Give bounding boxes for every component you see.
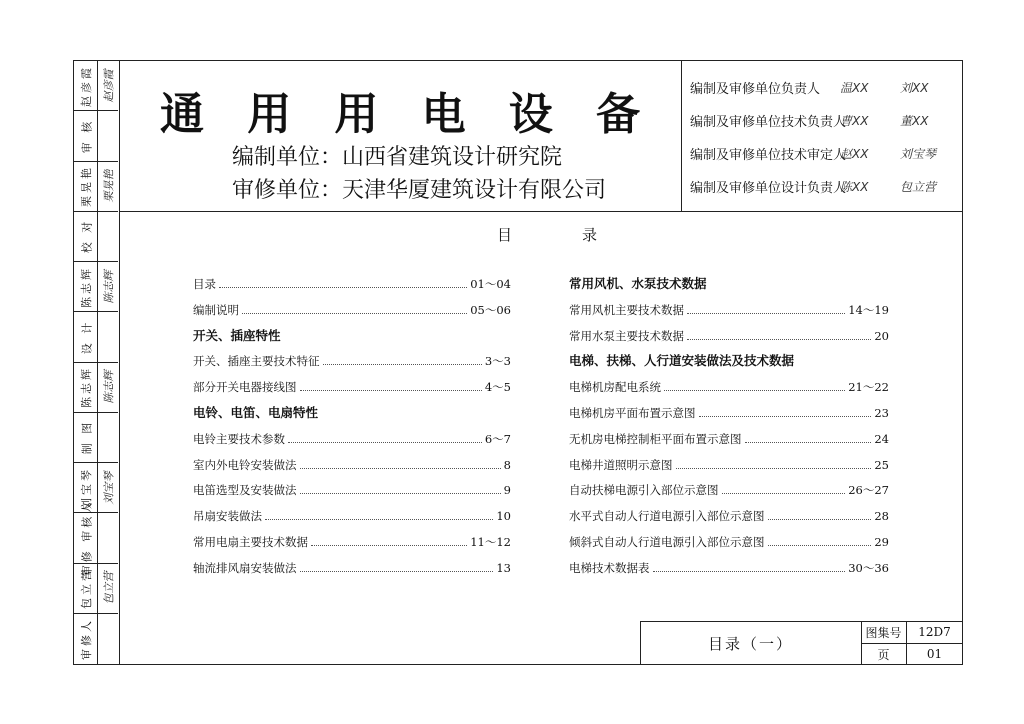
strip-cell (74, 312, 118, 362)
toc-entry[interactable] (569, 482, 889, 500)
strip-label-box (75, 212, 97, 261)
strip-cell (74, 413, 118, 463)
strip-label: 审 核 (80, 118, 93, 154)
responsible-row (690, 142, 960, 164)
toc-leader-dots (722, 483, 846, 494)
toc-leader-dots (687, 303, 845, 314)
toc-entry-page: 4～5 (484, 380, 511, 395)
main-title (160, 78, 640, 142)
strip-signature-box (98, 463, 118, 512)
toc-entry[interactable] (193, 482, 511, 500)
header-vertical-divider (681, 60, 682, 211)
toc-section-heading: 电铃、电笛、电扇特性 (193, 405, 319, 420)
strip-cell (74, 564, 118, 614)
title-char: 通 (160, 89, 204, 140)
strip-label-box (75, 162, 97, 211)
toc-heading-char-2: 录 (581, 226, 597, 244)
strip-label: 审修人 (80, 617, 93, 660)
strip-signature-box (98, 312, 118, 361)
toc-leader-dots (219, 277, 467, 288)
toc-entry-page: 01～04 (470, 277, 511, 291)
toc-entry-page: 29 (874, 535, 889, 549)
toc-entry-page: 6～7 (484, 431, 511, 446)
strip-label: 包立营 (80, 567, 93, 610)
signature-2: 刘XX (900, 80, 929, 95)
toc-entry[interactable] (193, 353, 511, 371)
toc-entry[interactable] (193, 302, 511, 320)
toc-entry-page: 28 (874, 509, 889, 524)
toc-entry[interactable] (193, 508, 511, 526)
toc-entry-title: 无机房电梯控制柜平面布置示意图 (569, 431, 742, 446)
toc-entry-title: 电梯井道照明示意图 (569, 457, 673, 472)
responsible-row (690, 175, 960, 197)
title-char: 用 (334, 89, 379, 140)
toc-entry[interactable] (193, 560, 511, 578)
toc-leader-dots (653, 561, 846, 572)
toc-leader-dots (745, 432, 872, 443)
toc-entry[interactable] (193, 431, 511, 449)
toc-entry-title: 室内外电铃安装做法 (193, 457, 297, 472)
strip-cell (74, 212, 118, 262)
toc-entry-title: 常用电扇主要技术数据 (193, 535, 308, 549)
toc-entry[interactable] (193, 379, 511, 397)
toc-leader-dots (300, 561, 494, 572)
toc-entry-title: 电梯机房平面布置示意图 (569, 406, 696, 420)
signature-strip (73, 60, 119, 665)
toc-entry-title: 部分开关电器接线图 (193, 380, 297, 395)
strip-cell (74, 111, 118, 161)
toc-entry-page: 05～06 (470, 302, 511, 317)
toc-entry-page: 11～12 (470, 535, 511, 549)
toc-entry[interactable] (569, 431, 889, 449)
toc-entry-title: 吊扇安装做法 (193, 509, 262, 524)
strip-signature: 陈志辉 (102, 370, 115, 404)
atlas-number-label: 图集号 (865, 625, 902, 640)
toc-leader-dots (288, 432, 482, 443)
strip-signature-box (98, 262, 118, 311)
strip-cell (74, 262, 118, 312)
strip-cell (74, 363, 118, 413)
toc-entry[interactable] (193, 534, 511, 552)
toc-entry-page: 13 (496, 560, 511, 575)
toc-heading-char-1: 目 (497, 226, 513, 244)
strip-label-box (75, 111, 97, 160)
toc-entry-title: 倾斜式自动人行道电源引入部位示意图 (569, 535, 765, 549)
toc-entry-title: 水平式自动人行道电源引入部位示意图 (569, 509, 765, 524)
strip-signature-box (98, 111, 118, 160)
signature-1: 曹XX (840, 113, 869, 128)
toc-entry-title: 常用风机主要技术数据 (569, 302, 684, 317)
title-char: 设 (508, 89, 553, 140)
strip-label: 赵彦霞 (80, 64, 93, 107)
toc-leader-dots (323, 354, 482, 365)
strip-label-box (75, 312, 97, 361)
strip-label-box (75, 363, 97, 412)
strip-label-box (75, 262, 97, 311)
toc-entry[interactable] (193, 457, 511, 475)
toc-entry-page: 9 (503, 483, 511, 498)
toc-section-heading: 电梯、扶梯、人行道安装做法及技术数据 (569, 353, 795, 369)
strip-signature-box (98, 61, 118, 110)
strip-signature-box (98, 564, 118, 613)
toc-entry-title: 电梯技术数据表 (569, 560, 650, 575)
toc-section-heading: 常用风机、水泵技术数据 (569, 276, 707, 291)
strip-label-box (75, 614, 97, 664)
atlas-number-value: 12D7 (918, 625, 951, 639)
strip-signature-box (98, 614, 118, 664)
toc-entry-page: 30～36 (848, 560, 889, 575)
strip-label-box (75, 413, 97, 462)
responsible-row (690, 76, 960, 98)
toc-leader-dots (265, 509, 493, 520)
toc-entry-title: 常用水泵主要技术数据 (569, 328, 684, 343)
responsible-row (690, 109, 960, 131)
strip-signature-box (98, 413, 118, 462)
toc-entry-page: 21～22 (848, 380, 889, 395)
responsible-label: 编制及审修单位负责人 (690, 81, 821, 97)
strip-label: 栗晃艳 (80, 165, 93, 208)
toc-leader-dots (300, 380, 482, 391)
toc-entry-title: 电梯机房配电系统 (569, 380, 661, 395)
responsible-label: 编制及审修单位设计负责人 (690, 180, 847, 196)
toc-leader-dots (699, 406, 872, 417)
toc-entry[interactable] (569, 328, 889, 346)
drawing-name: 目录（一） (707, 634, 793, 653)
responsible-label: 编制及审修单位技术负责人 (690, 114, 847, 130)
toc-leader-dots (687, 329, 871, 340)
strip-signature-box (98, 363, 118, 412)
responsible-label: 编制及审修单位技术审定人 (690, 147, 847, 163)
toc-section-heading: 开关、插座特性 (193, 327, 281, 343)
strip-label: 校 对 (80, 219, 93, 254)
toc-entry[interactable] (569, 457, 889, 475)
toc-leader-dots (768, 535, 872, 546)
compile-unit: 编制单位：山西省建筑设计研究院 (232, 145, 563, 170)
toc-entry-page: 24 (874, 431, 889, 446)
toc-leader-dots (768, 509, 872, 520)
strip-cell (74, 162, 118, 212)
strip-label: 刘宝琴 (80, 466, 93, 509)
toc-entry-page: 8 (503, 457, 511, 472)
toc-entry[interactable] (569, 560, 889, 578)
strip-signature-box (98, 513, 118, 562)
signature-2: 董XX (900, 113, 929, 128)
strip-label: 审修 审核人 (80, 499, 93, 577)
toc-entry-page: 23 (874, 406, 889, 420)
toc-entry-page: 20 (874, 328, 889, 343)
strip-label: 陈志辉 (80, 265, 93, 308)
toc-entry-page: 25 (874, 457, 889, 472)
title-char: 电 (421, 89, 466, 140)
toc-entry-page: 10 (496, 509, 511, 524)
strip-cell (74, 614, 118, 664)
signature-2: 刘宝琴 (900, 146, 937, 161)
toc-leader-dots (300, 483, 501, 494)
strip-signature: 刘宝琴 (102, 471, 115, 505)
toc-leader-dots (242, 303, 467, 314)
strip-cell (74, 499, 118, 577)
strip-signature-box (98, 212, 118, 261)
signature-2: 包立营 (900, 179, 937, 194)
strip-label: 设 计 (80, 319, 93, 355)
toc-entry-title: 自动扶梯电源引入部位示意图 (569, 483, 719, 498)
toc-entry[interactable] (193, 276, 511, 294)
strip-signature-box (98, 162, 118, 211)
title-char: 用 (247, 89, 292, 140)
strip-label: 制 图 (80, 420, 93, 455)
strip-signature: 陈志辉 (102, 270, 115, 304)
strip-label-box (75, 564, 97, 613)
toc-entry[interactable] (569, 405, 889, 423)
strip-signature: 包立营 (102, 571, 115, 605)
toc-leader-dots (664, 380, 845, 391)
toc-leader-dots (311, 535, 467, 546)
signature-1: 赵XX (840, 146, 869, 161)
toc-entry-title: 电铃主要技术参数 (193, 431, 285, 446)
strip-label-box (75, 499, 97, 577)
toc-entry[interactable] (569, 379, 889, 397)
toc-entry-title: 目录 (193, 277, 216, 291)
title-char: 备 (595, 89, 640, 140)
strip-signature: 栗晃艳 (102, 169, 115, 203)
toc-entry-title: 开关、插座主要技术特征 (193, 354, 320, 369)
toc-entry-page: 26～27 (848, 483, 889, 498)
toc-heading (497, 224, 597, 245)
toc-leader-dots (676, 458, 872, 469)
revise-unit: 审修单位：天津华厦建筑设计有限公司 (232, 178, 607, 203)
strip-signature: 赵彦霞 (102, 69, 115, 103)
signature-1: 温XX (840, 80, 869, 95)
toc-entry[interactable] (569, 302, 889, 320)
strip-label: 陈志辉 (80, 366, 93, 409)
toc-entry-page: 14～19 (848, 302, 889, 317)
toc-entry-title: 轴流排风扇安装做法 (193, 560, 297, 575)
header-divider (119, 211, 963, 212)
toc-entry-title: 电笛选型及安装做法 (193, 483, 297, 498)
toc-leader-dots (300, 458, 501, 469)
toc-entry[interactable] (569, 508, 889, 526)
toc-entry[interactable] (569, 534, 889, 552)
page-value: 01 (926, 647, 943, 661)
strip-cell (74, 61, 118, 111)
page-label: 页 (877, 647, 890, 662)
signature-1: 陈XX (840, 179, 869, 194)
toc-entry-page: 3～3 (484, 354, 511, 369)
toc-entry-title: 编制说明 (193, 302, 239, 317)
strip-label-box (75, 61, 97, 110)
